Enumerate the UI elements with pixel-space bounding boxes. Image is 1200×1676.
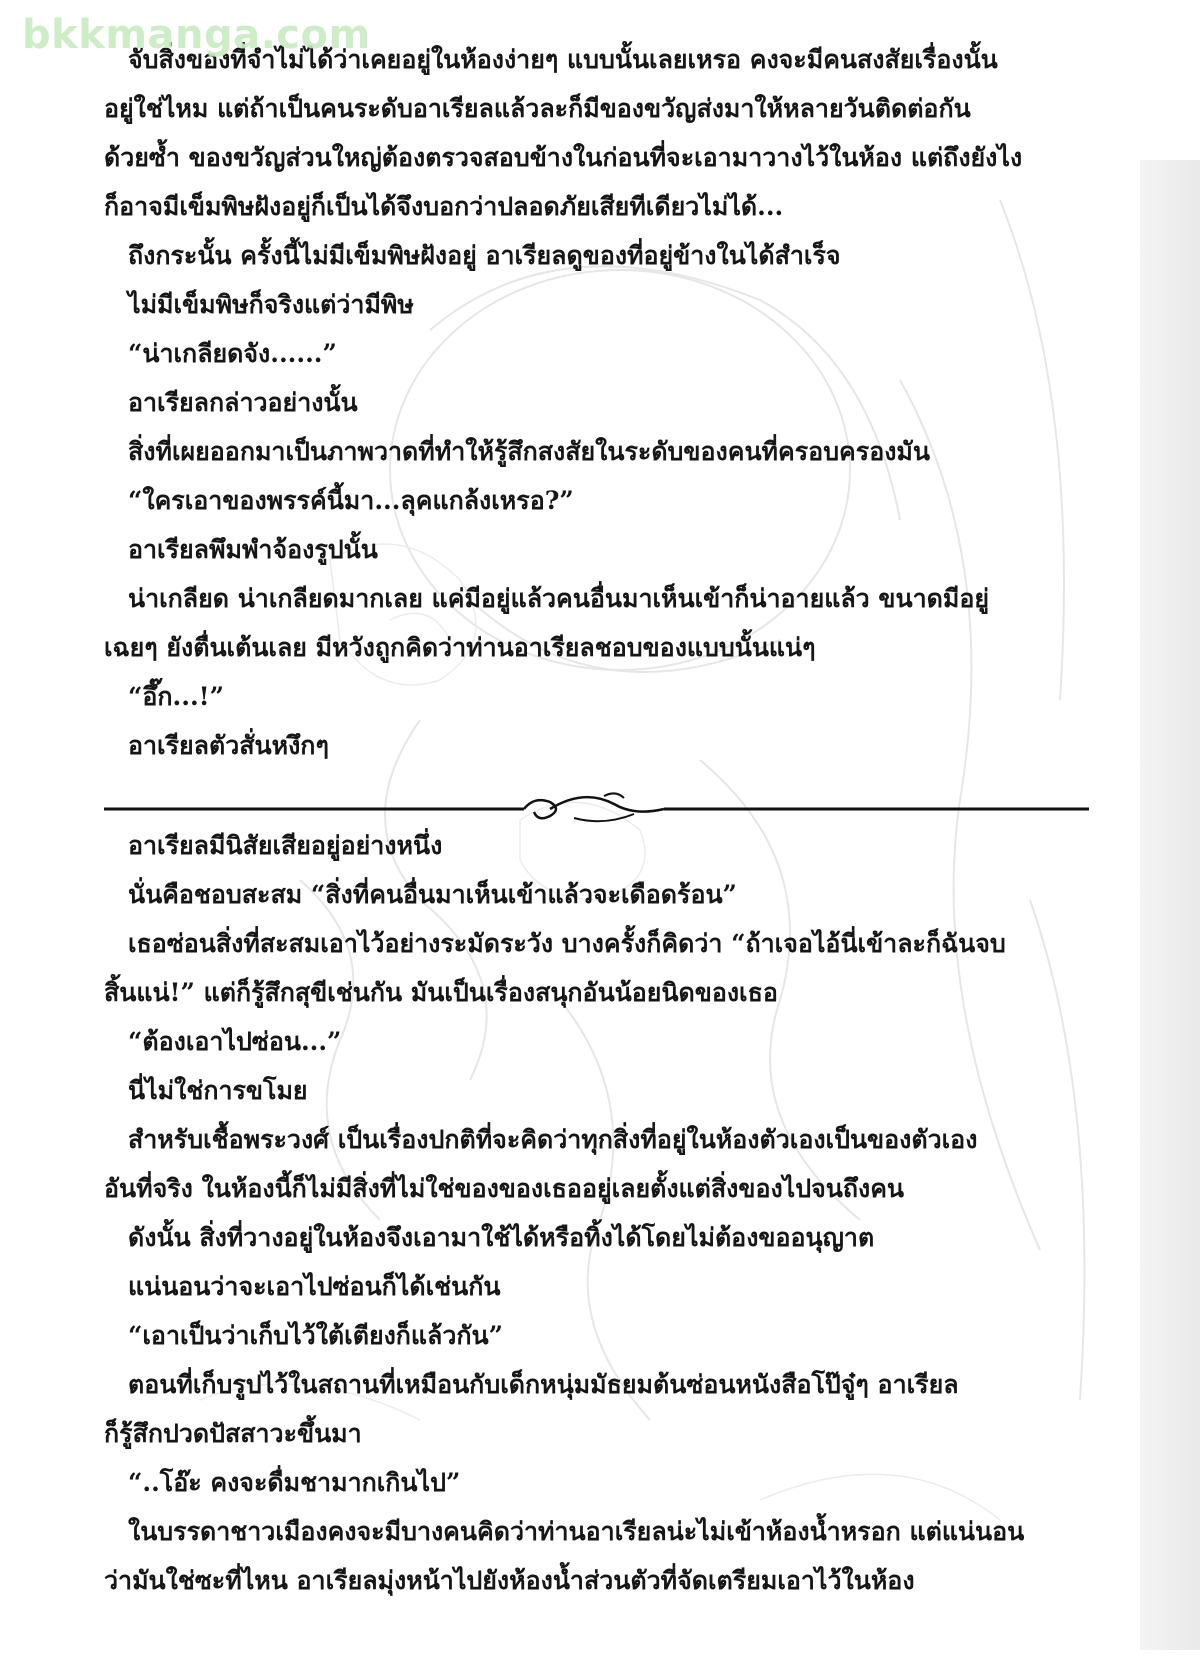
paragraph-line: ในบรรดาชาวเมืองคงจะมีบางคนคิดว่าท่านอาเรียลน่ะไม่เข้าห้องน้ำหรอก แต่แน่นอน	[128, 1517, 1025, 1546]
paragraph-line: ตอนที่เก็บรูปไว้ในสถานที่เหมือนกับเด็กหนุ่มมัธยมต้นซ่อนหนังสือโป๊จู๋ๆ อาเรียล	[128, 1370, 959, 1399]
paragraph-line: นั่นคือชอบสะสม “สิ่งที่คนอื่นมาเห็นเข้าแล้วจะเดือดร้อน”	[128, 880, 737, 909]
paragraph-line: อันที่จริง ในห้องนี้ก็ไม่มีสิ่งที่ไม่ใช่ของของเธออยู่เลยตั้งแต่สิ่งของไปจนถึงคน	[104, 1174, 905, 1203]
paragraph-line: ถึงกระนั้น ครั้งนี้ไม่มีเข็มพิษฝังอยู่ อาเรียลดูของที่อยู่ข้างในได้สำเร็จ	[128, 241, 841, 270]
paragraph-line: ดังนั้น สิ่งที่วางอยู่ในห้องจึงเอามาใช้ได้หรือทิ้งได้โดยไม่ต้องขออนุญาต	[128, 1223, 875, 1252]
paragraph-line: อาเรียลพึมพำจ้องรูปนั้น	[128, 535, 378, 564]
paragraph-line: อาเรียลกล่าวอย่างนั้น	[128, 388, 358, 417]
paragraph-line: สิ้นแน่!” แต่ก็รู้สึกสุขีเช่นกัน มันเป็นเรื่องสนุกอันน้อยนิดของเธอ	[104, 978, 778, 1007]
paragraph-line: น่าเกลียด น่าเกลียดมากเลย แค่มีอยู่แล้วคนอื่นมาเห็นเข้าก็น่าอายแล้ว ขนาดมีอยู่	[128, 584, 990, 613]
paragraph-line: เฉยๆ ยังตื่นเต้นเลย มีหวังถูกคิดว่าท่านอาเรียลชอบของแบบนั้นแน่ๆ	[104, 633, 816, 662]
paragraph-line: แน่นอนว่าจะเอาไปซ่อนก็ได้เช่นกัน	[128, 1272, 501, 1301]
paragraph-line: จับสิ่งของที่จำไม่ได้ว่าเคยอยู่ในห้องง่ายๆ แบบนั้นเลยเหรอ คงจะมีคนสงสัยเรื่องนั้น	[128, 45, 998, 74]
paragraph-line: สำหรับเชื้อพระวงศ์ เป็นเรื่องปกติที่จะคิดว่าทุกสิ่งที่อยู่ในห้องตัวเองเป็นของตัวเอง	[128, 1125, 978, 1154]
paragraph-line: สิ่งที่เผยออกมาเป็นภาพวาดที่ทำให้รู้สึกสงสัยในระดับของคนที่ครอบครองมัน	[128, 437, 931, 466]
dialogue-line: “เอาเป็นว่าเก็บไว้ใต้เตียงก็แล้วกัน”	[128, 1321, 504, 1350]
paragraph-line: ก็อาจมีเข็มพิษฝังอยู่ก็เป็นได้จึงบอกว่าปลอดภัยเสียทีเดียวไม่ได้...	[104, 192, 784, 221]
dialogue-line: “น่าเกลียดจัง......”	[128, 339, 337, 368]
paragraph-line: อาเรียลตัวสั่นหงึกๆ	[128, 731, 329, 760]
paragraph-line: ว่ามันใช่ซะที่ไหน อาเรียลมุ่งหน้าไปยังห้องน้ำส่วนตัวที่จัดเตรียมเอาไว้ในห้อง	[104, 1566, 915, 1595]
paragraph-line: นี่ไม่ใช่การขโมย	[128, 1076, 308, 1105]
paragraph-line: อยู่ใช่ไหม แต่ถ้าเป็นคนระดับอาเรียลแล้วละก็มีของขวัญส่งมาให้หลายวันติดต่อกัน	[104, 94, 971, 123]
paragraph-line: อาเรียลมีนิสัยเสียอยู่อย่างหนึ่ง	[128, 831, 443, 860]
paragraph-line: ด้วยซ้ำ ของขวัญส่วนใหญ่ต้องตรวจสอบข้างในก่อนที่จะเอามาวางไว้ในห้อง แต่ถึงยังไง	[104, 143, 1023, 172]
dialogue-line: “..โอ๊ะ คงจะดื่มชามากเกินไป”	[128, 1468, 461, 1497]
dialogue-line: “อึ๊ก...!”	[128, 682, 224, 711]
dialogue-line: “ใครเอาของพรรค์นี้มา...ลุคแกล้งเหรอ?”	[128, 486, 574, 515]
paragraph-line: เธอซ่อนสิ่งที่สะสมเอาไว้อย่างระมัดระวัง บางครั้งก็คิดว่า “ถ้าเจอไอ้นี่เข้าละก็ฉันจบ	[128, 929, 1006, 958]
dialogue-line: “ต้องเอาไปซ่อน...”	[128, 1027, 342, 1056]
paragraph-line: ก็รู้สึกปวดปัสสาวะขึ้นมา	[104, 1419, 362, 1448]
ornamental-divider	[104, 782, 1089, 836]
site-watermark: bkkmanga.com	[22, 12, 371, 58]
paragraph-line: ไม่มีเข็มพิษก็จริงแต่ว่ามีพิษ	[128, 290, 414, 319]
